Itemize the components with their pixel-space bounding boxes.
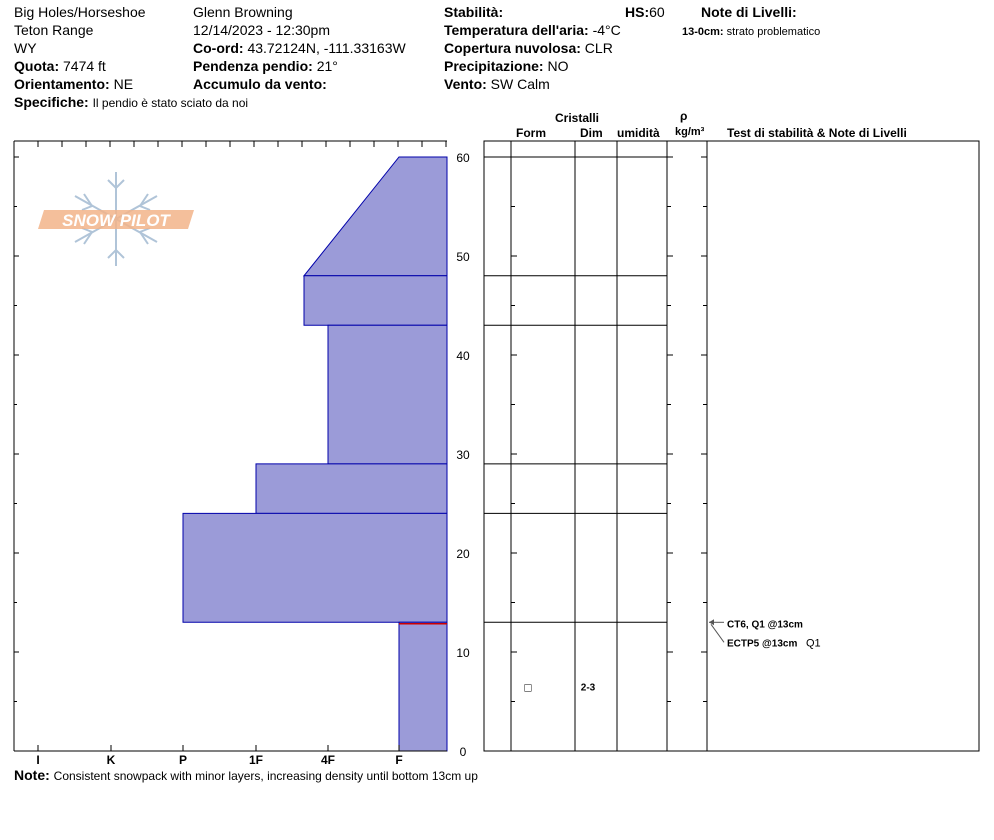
test-pointer-line (711, 624, 724, 642)
tests-heading: Test di stabilità & Note di Livelli (727, 126, 907, 140)
hs-label: HS: (625, 4, 650, 20)
precip-value: NO (547, 58, 569, 74)
elevation-label: Quota: (14, 58, 60, 74)
mountain-range: Teton Range (14, 22, 94, 38)
depth-label: 30 (456, 448, 470, 462)
hs-value: 60 (649, 4, 665, 20)
footer-note-text: Consistent snowpack with minor layers, increasing density until bottom 13cm up (53, 769, 478, 783)
grain-size: 2-3 (580, 682, 596, 694)
hardness-label: I (36, 753, 40, 767)
slope-value: 21° (316, 58, 338, 74)
size-heading: Dim (580, 126, 603, 140)
specifics-label: Specifiche: (14, 94, 89, 110)
layer-note-text: strato problematico (726, 26, 821, 38)
air-temp-value: -4°C (592, 22, 621, 38)
slope-label: Pendenza pendio: (193, 58, 313, 74)
elevation-value: 7474 ft (63, 58, 106, 74)
depth-label: 0 (459, 745, 467, 759)
air-temp-label: Temperatura dell'aria: (444, 22, 589, 38)
wind-loading-label: Accumulo da vento: (193, 76, 327, 92)
datetime: 12/14/2023 - 12:30pm (193, 22, 330, 38)
coordinates-label: Co-ord: (193, 40, 244, 56)
stability-test: CT6, Q1 @13cm (727, 619, 803, 631)
density-unit-heading: kg/m³ (675, 126, 705, 138)
hardness-layer (256, 464, 447, 514)
hardness-label: F (395, 753, 403, 767)
footer-note (14, 767, 478, 784)
sky-value: CLR (584, 40, 613, 56)
wind-value: SW Calm (490, 76, 550, 92)
state: WY (14, 40, 37, 56)
aspect-value: NE (113, 76, 134, 92)
snowpilot-logo (38, 172, 194, 266)
wind-label: Vento: (444, 76, 487, 92)
rho-heading: ρ (680, 109, 688, 123)
hardness-label: K (106, 753, 116, 767)
stability-test-quality: Q1 (806, 637, 821, 650)
stability-test: ECTP5 @13cm (727, 638, 798, 650)
hardness-layer (399, 622, 447, 751)
observer: Glenn Browning (193, 4, 293, 20)
layer-note-depth: 13-0cm: (682, 26, 724, 38)
hardness-layer (304, 157, 447, 276)
specifics-value: Il pendio è stato sciato da noi (92, 96, 249, 110)
footer-note-label: Note: (14, 767, 50, 783)
form-heading: Form (516, 126, 546, 140)
moisture-heading: umidità (617, 126, 660, 140)
sky-label: Copertura nuvolosa: (444, 40, 581, 56)
depth-label: 40 (456, 349, 470, 363)
hardness-layer (304, 276, 447, 326)
stability-label: Stabilità: (444, 4, 504, 20)
hardness-label: P (178, 753, 188, 767)
layer-notes-title: Note di Livelli: (701, 4, 797, 20)
crystals-heading: Cristalli (555, 111, 600, 125)
depth-label: 60 (456, 151, 470, 165)
location: Big Holes/Horseshoe (14, 4, 146, 20)
layer-table-frame (484, 141, 979, 751)
coordinates-value: 43.72124N, -111.33163W (247, 40, 406, 56)
depth-label: 10 (456, 646, 470, 660)
grain-form: □ (524, 680, 532, 695)
hardness-layer (328, 325, 447, 464)
depth-label: 50 (456, 250, 470, 264)
precip-label: Precipitazione: (444, 58, 544, 74)
hardness-label: 4F (320, 753, 336, 767)
depth-label: 20 (456, 547, 470, 561)
hardness-label: 1F (248, 753, 264, 767)
hardness-layer (183, 513, 447, 622)
aspect-label: Orientamento: (14, 76, 110, 92)
logo-text: SNOW PILOT (62, 211, 170, 230)
